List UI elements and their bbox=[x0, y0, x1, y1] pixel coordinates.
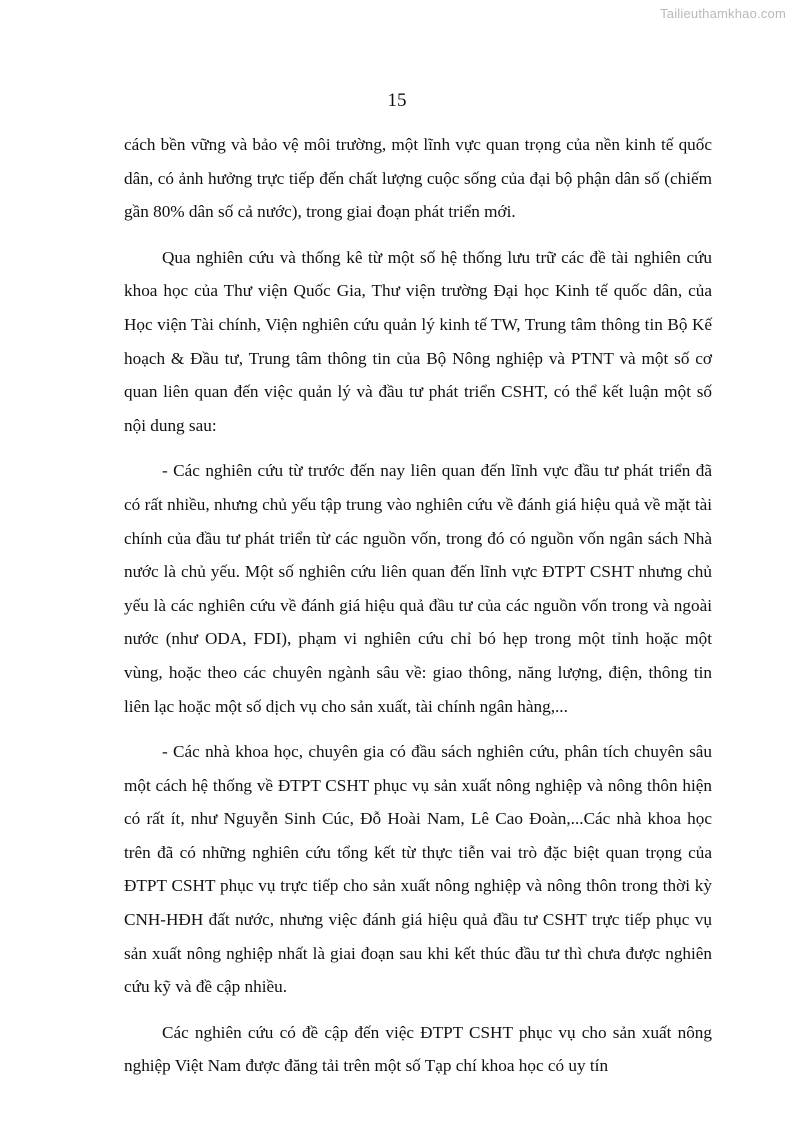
paragraph-4: - Các nhà khoa học, chuyên gia có đầu sách nghiên cứu, phân tích chuyên sâu một cách hệ thống về ĐTPT CSHT phục vụ sản xuất nông nghiệp và nông thôn hiện có rất ít, như Nguyễn Sinh Cúc, Đỗ Hoài Nam, Lê Cao Đoàn,...Các nhà khoa học trên đã có những nghiên cứu tổng kết từ thực tiễn vai trò đặc biệt quan trọng của ĐTPT CSHT phục vụ trực tiếp cho sản xuất nông nghiệp và nông thôn trong thời kỳ CNH-HĐH đất nước, nhưng việc đánh giá hiệu quả đầu tư CSHT trực tiếp phục vụ sản xuất nông nghiệp nhất là giai đoạn sau khi kết thúc đầu tư thì chưa được nghiên cứu kỹ và đề cập nhiều. bbox=[124, 742, 712, 997]
paragraph-2: Qua nghiên cứu và thống kê từ một số hệ thống lưu trữ các đề tài nghiên cứu khoa học của Thư viện Quốc Gia, Thư viện trường Đại học Kinh tế quốc dân, của Học viện Tài chính, Viện nghiên cứu quản lý kinh tế TW, Trung tâm thông tin Bộ Kế hoạch & Đầu tư, Trung tâm thông tin của Bộ Nông nghiệp và PTNT và một số cơ quan liên quan đến việc quản lý và đầu tư phát triển CSHT, có thể kết luận một số nội dung sau: bbox=[124, 247, 712, 435]
paragraph-1: cách bền vững và bảo vệ môi trường, một lĩnh vực quan trọng của nền kinh tế quốc dân, có ảnh hưởng trực tiếp đến chất lượng cuộc sống của đại bộ phận dân số (chiếm gần 80% dân số cả nước), trong giai đoạn phát triển mới. bbox=[124, 135, 712, 222]
document-body bbox=[124, 128, 712, 1083]
watermark: Tailieuthamkhao.com bbox=[660, 6, 786, 21]
paragraph-5: Các nghiên cứu có đề cập đến việc ĐTPT CSHT phục vụ cho sản xuất nông nghiệp Việt Nam được đăng tải trên một số Tạp chí khoa học có uy tín bbox=[124, 1022, 712, 1076]
page-number: 15 bbox=[387, 90, 407, 111]
paragraph-3: - Các nghiên cứu từ trước đến nay liên quan đến lĩnh vực đầu tư phát triển đã có rất nhiều, nhưng chủ yếu tập trung vào nghiên cứu về đánh giá hiệu quả về mặt tài chính của đầu tư phát triển từ các nguồn vốn, trong đó có nguồn vốn ngân sách Nhà nước là chủ yếu. Một số nghiên cứu liên quan đến lĩnh vực ĐTPT CSHT nhưng chủ yếu là các nghiên cứu về đánh giá hiệu quả đầu tư của các nguồn vốn trong và ngoài nước (như ODA, FDI), phạm vi nghiên cứu chỉ bó hẹp trong một tỉnh hoặc một vùng, hoặc theo các chuyên ngành sâu về: giao thông, năng lượng, điện, thông tin liên lạc hoặc một số dịch vụ cho sản xuất, tài chính ngân hàng,... bbox=[124, 461, 712, 716]
